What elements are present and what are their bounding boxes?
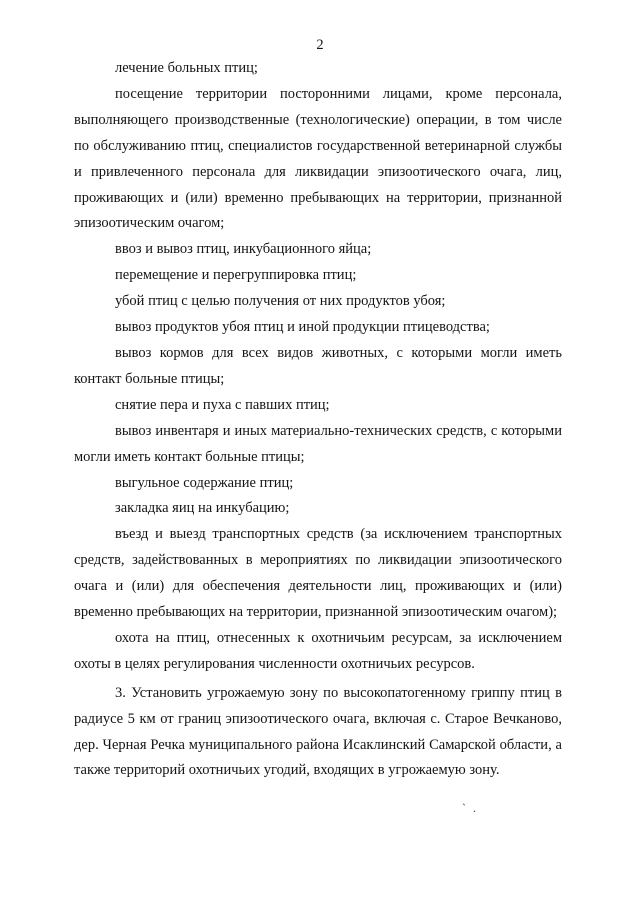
page-number: 2 [316,37,324,53]
restriction-item: убой птиц с целью получения от них продуктов убоя; [115,293,446,310]
scan-marks: ` . [462,801,478,815]
restriction-item: лечение больных птиц; [115,60,258,76]
document-body [74,56,562,784]
restriction-item: вывоз кормов для всех видов животных, с которыми могли иметь контакт больные птицы; [74,344,562,387]
restriction-item: перемещение и перегруппировка птиц; [115,267,357,284]
restriction-item: посещение территории посторонними лицами, кроме персонала, выполняющего производственные (технологические) операции, в том числе по обслуживанию птиц, специалистов государственной ветеринарной службы и привлеченного персонала для ликвидации эпизоотического очага, лиц, проживающих и (или) временно пребывающих на территории, признанной эпизоотическим очагом; [74,85,562,232]
restriction-item: охота на птиц, отнесенных к охотничьим ресурсам, за исключением охоты в целях регулирования численности охотничьих ресурсов. [74,629,562,672]
restriction-item: снятие пера и пуха с павших птиц; [115,396,330,413]
restriction-item: ввоз и вывоз птиц, инкубационного яйца; [115,241,372,258]
restriction-item: закладка яиц на инкубацию; [115,500,290,517]
restriction-item: выгульное содержание птиц; [115,474,294,491]
restriction-item: вывоз инвентаря и иных материально-технических средств, с которыми могли иметь контакт больные птицы; [74,422,562,465]
restriction-item: вывоз продуктов убоя птиц и иной продукции птицеводства; [115,319,490,336]
restriction-item: въезд и выезд транспортных средств (за исключением транспортных средств, задействованных в мероприятиях по ликвидации эпизоотического очага и (или) для обеспечения деятельности лиц, проживающих и (или) временно пребывающих на территории, признанной эпизоотическим очагом); [74,526,562,621]
section-3-paragraph: 3. Установить угрожаемую зону по высокопатогенному гриппу птиц в радиусе 5 км от границ эпизоотического очага, включая с. Старое Вечканово, дер. Черная Речка муниципального района Исаклинский Самарской области, а также территорий охотничьих угодий, входящих в угрожаемую зону. [74,684,562,779]
